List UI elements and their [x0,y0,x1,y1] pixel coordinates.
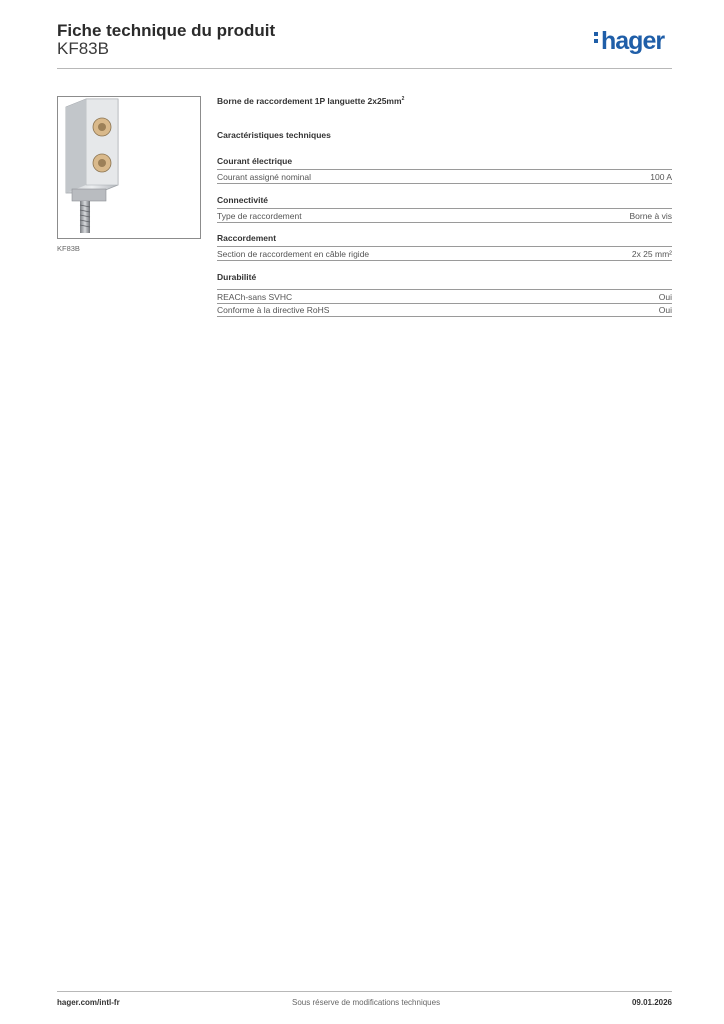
spec-row [217,171,672,184]
spec-row [217,291,672,304]
footer-date: 09.01.2026 [631,998,672,1007]
product-reference: KF83B [57,39,109,58]
spec-group-title: Courant électrique [217,156,293,166]
footer-divider [57,991,672,992]
spec-value: Borne à vis [629,211,672,221]
terminal-block-illustration [58,97,200,238]
spec-group-durabilite [217,272,672,317]
footer-website-link[interactable]: hager.com/intl-fr [57,998,120,1007]
product-image [57,96,201,239]
spec-label: Section de raccordement en câble rigide [217,249,370,259]
page-title: Fiche technique du produit [57,21,276,40]
spec-group-title: Connectivité [217,195,269,205]
logo-colon-icon [594,29,599,46]
spec-row [217,304,672,317]
spec-row [217,210,672,223]
spec-value: 100 A [650,172,672,182]
product-name: Borne de raccordement 1P languette $2x25mm^2$ [217,96,405,106]
spec-group-raccordement [217,233,672,261]
footer-notice: Sous réserve de modifications techniques [292,998,441,1007]
logo-text: hager [601,27,665,55]
spec-value: Oui [658,305,672,315]
spec-label: Conforme à la directive RoHS [217,305,330,315]
spec-row [217,248,672,261]
product-name-superscript: 2 [401,96,405,103]
spec-group-title: Raccordement [217,233,277,243]
spec-group-title: Durabilité [217,272,257,282]
image-caption: KF83B [57,244,80,253]
spec-label: Type de raccordement [217,211,302,221]
spec-group-connectivite [217,195,672,223]
specs-heading: Caractéristiques techniques [217,130,331,140]
spec-label: REACh-sans SVHC [217,292,293,302]
header-divider [57,68,672,69]
spec-label: Courant assigné nominal [217,172,312,182]
hager-logo[interactable] [594,27,664,56]
spec-group-courant [217,156,672,184]
spec-value: Oui [658,292,672,302]
spec-value: 2x 25 mm² [631,249,672,259]
